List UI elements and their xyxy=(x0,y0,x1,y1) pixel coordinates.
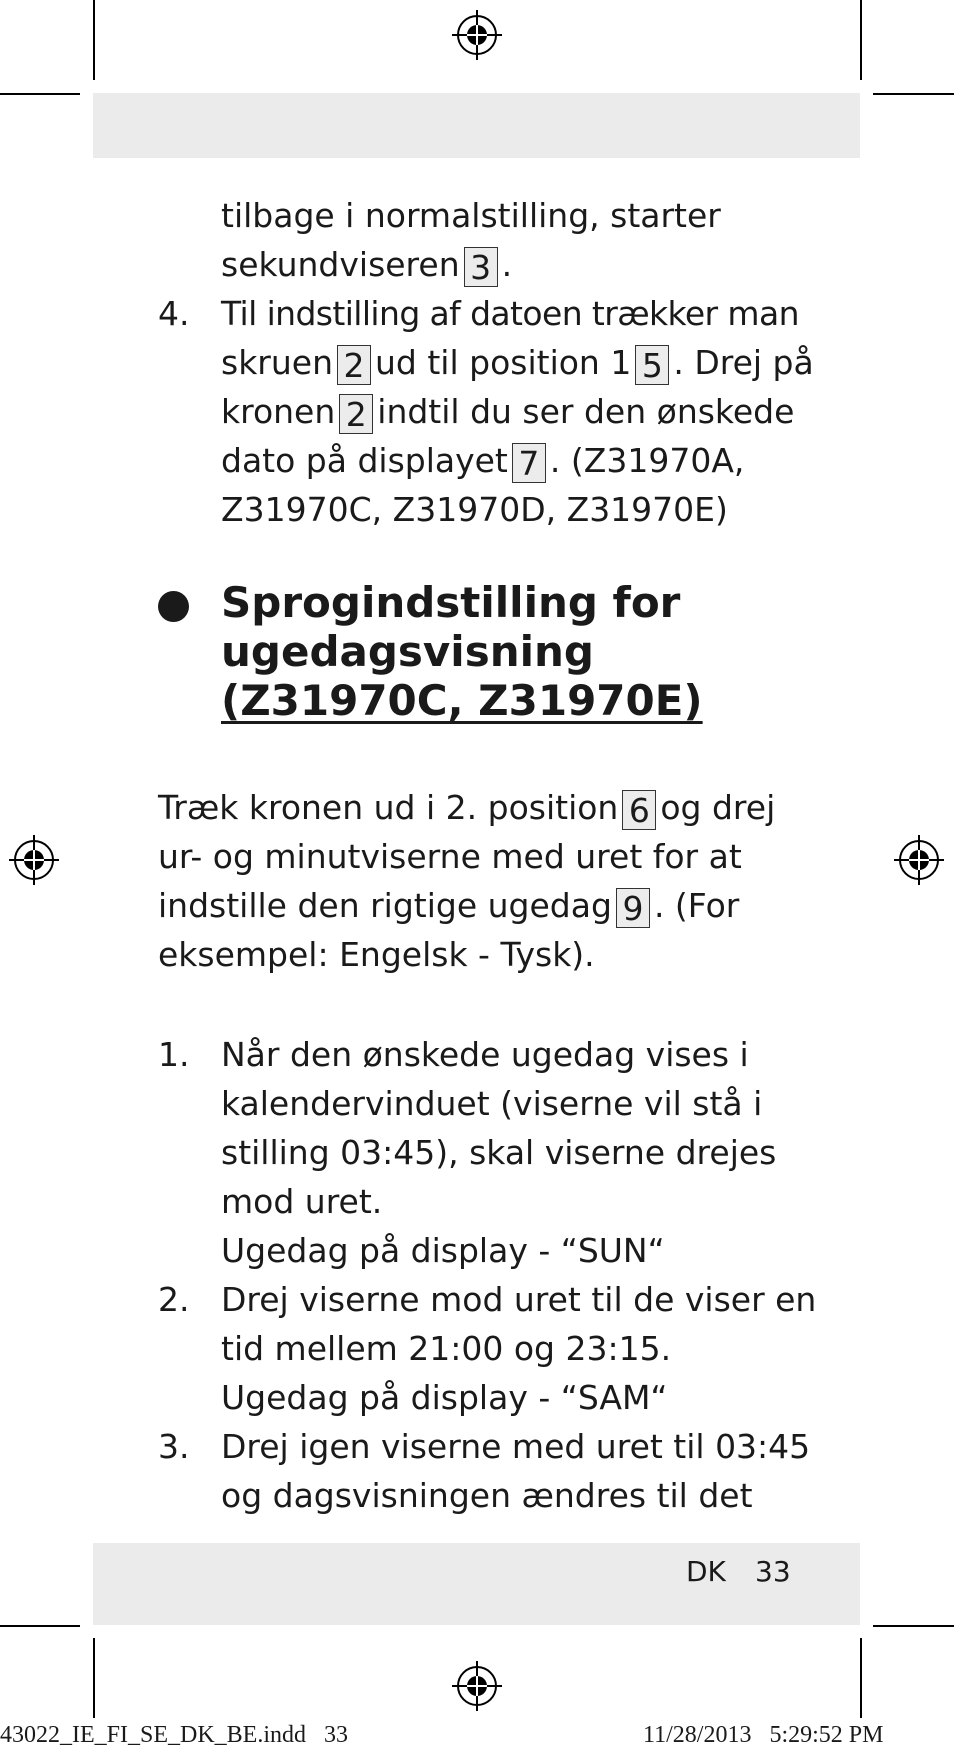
registration-mark-icon xyxy=(7,833,61,887)
crop-mark xyxy=(93,0,95,80)
print-slug-datetime: 11/28/2013 5:29:52 PM xyxy=(643,1722,884,1748)
text-fragment: ud til position 1 xyxy=(375,343,632,382)
crop-mark xyxy=(873,1625,954,1627)
text-fragment: Træk kronen ud i 2. position xyxy=(158,788,619,827)
body-line xyxy=(221,436,744,485)
header-band xyxy=(93,93,860,158)
crop-mark xyxy=(0,1625,80,1627)
text-fragment: og drej xyxy=(660,788,776,827)
crop-mark xyxy=(873,93,954,95)
part-reference-box: 6 xyxy=(622,790,656,830)
part-reference-box: 9 xyxy=(616,888,650,928)
body-line: tid mellem 21:00 og 23:15. xyxy=(221,1329,672,1368)
heading-line: Sprogindstilling for xyxy=(221,578,681,627)
heading-line: ugedagsvisning xyxy=(221,627,594,676)
text-fragment: sekundviseren xyxy=(221,245,460,284)
body-line xyxy=(221,240,512,289)
heading-line: (Z31970C, Z31970E) xyxy=(221,676,703,725)
body-line: eksempel: Engelsk - Tysk). xyxy=(158,935,595,974)
part-reference-box: 5 xyxy=(635,345,669,385)
body-line: mod uret. xyxy=(221,1182,383,1221)
text-fragment: indtil du ser den ønskede xyxy=(377,392,795,431)
part-reference-box: 2 xyxy=(337,345,371,385)
text-fragment: kronen xyxy=(221,392,336,431)
part-reference-box: 2 xyxy=(339,394,373,434)
bullet-icon xyxy=(158,591,189,622)
body-line: Drej igen viserne med uret til 03:45 xyxy=(221,1427,811,1466)
list-number: 3. xyxy=(158,1427,190,1466)
crop-mark xyxy=(93,1638,95,1718)
footer-band xyxy=(93,1543,860,1625)
page-number: 33 xyxy=(755,1555,791,1588)
body-line: Ugedag på display - “SUN“ xyxy=(221,1231,665,1270)
crop-mark xyxy=(860,1638,862,1718)
crop-mark xyxy=(0,93,80,95)
body-line xyxy=(221,387,794,436)
text-fragment: dato på displayet xyxy=(221,441,508,480)
footer-language: DK xyxy=(686,1555,726,1588)
section-heading xyxy=(221,578,703,725)
body-line: ur- og minutviserne med uret for at xyxy=(158,837,742,876)
body-line xyxy=(158,783,775,832)
print-slug-file: 43022_IE_FI_SE_DK_BE.indd 33 xyxy=(0,1722,348,1748)
list-number: 4. xyxy=(158,294,190,333)
crop-mark xyxy=(860,0,862,80)
body-line: Z31970C, Z31970D, Z31970E) xyxy=(221,490,728,529)
body-line: tilbage i normalstilling, starter xyxy=(221,196,721,235)
part-reference-box: 7 xyxy=(512,443,546,483)
text-fragment: skruen xyxy=(221,343,334,382)
registration-mark-icon xyxy=(450,8,504,62)
body-line: Når den ønskede ugedag vises i xyxy=(221,1035,749,1074)
registration-mark-icon xyxy=(892,833,946,887)
text-fragment: . xyxy=(501,245,513,284)
body-line: kalendervinduet (viserne vil stå i xyxy=(221,1084,763,1123)
text-fragment: . (For xyxy=(653,886,740,925)
body-line: Til indstilling af datoen trækker man xyxy=(221,294,799,333)
registration-mark-icon xyxy=(450,1659,504,1713)
body-line: stilling 03:45), skal viserne drejes xyxy=(221,1133,777,1172)
list-number: 2. xyxy=(158,1280,190,1319)
text-fragment: indstille den rigtige ugedag xyxy=(158,886,612,925)
body-line xyxy=(158,881,739,930)
text-fragment: . Drej på xyxy=(673,343,814,382)
body-line xyxy=(221,338,814,387)
list-number: 1. xyxy=(158,1035,190,1074)
part-reference-box: 3 xyxy=(464,247,498,287)
body-line: Drej viserne mod uret til de viser en xyxy=(221,1280,817,1319)
text-fragment: . (Z31970A, xyxy=(549,441,745,480)
body-line: Ugedag på display - “SAM“ xyxy=(221,1378,668,1417)
body-line: og dagsvisningen ændres til det xyxy=(221,1476,753,1515)
